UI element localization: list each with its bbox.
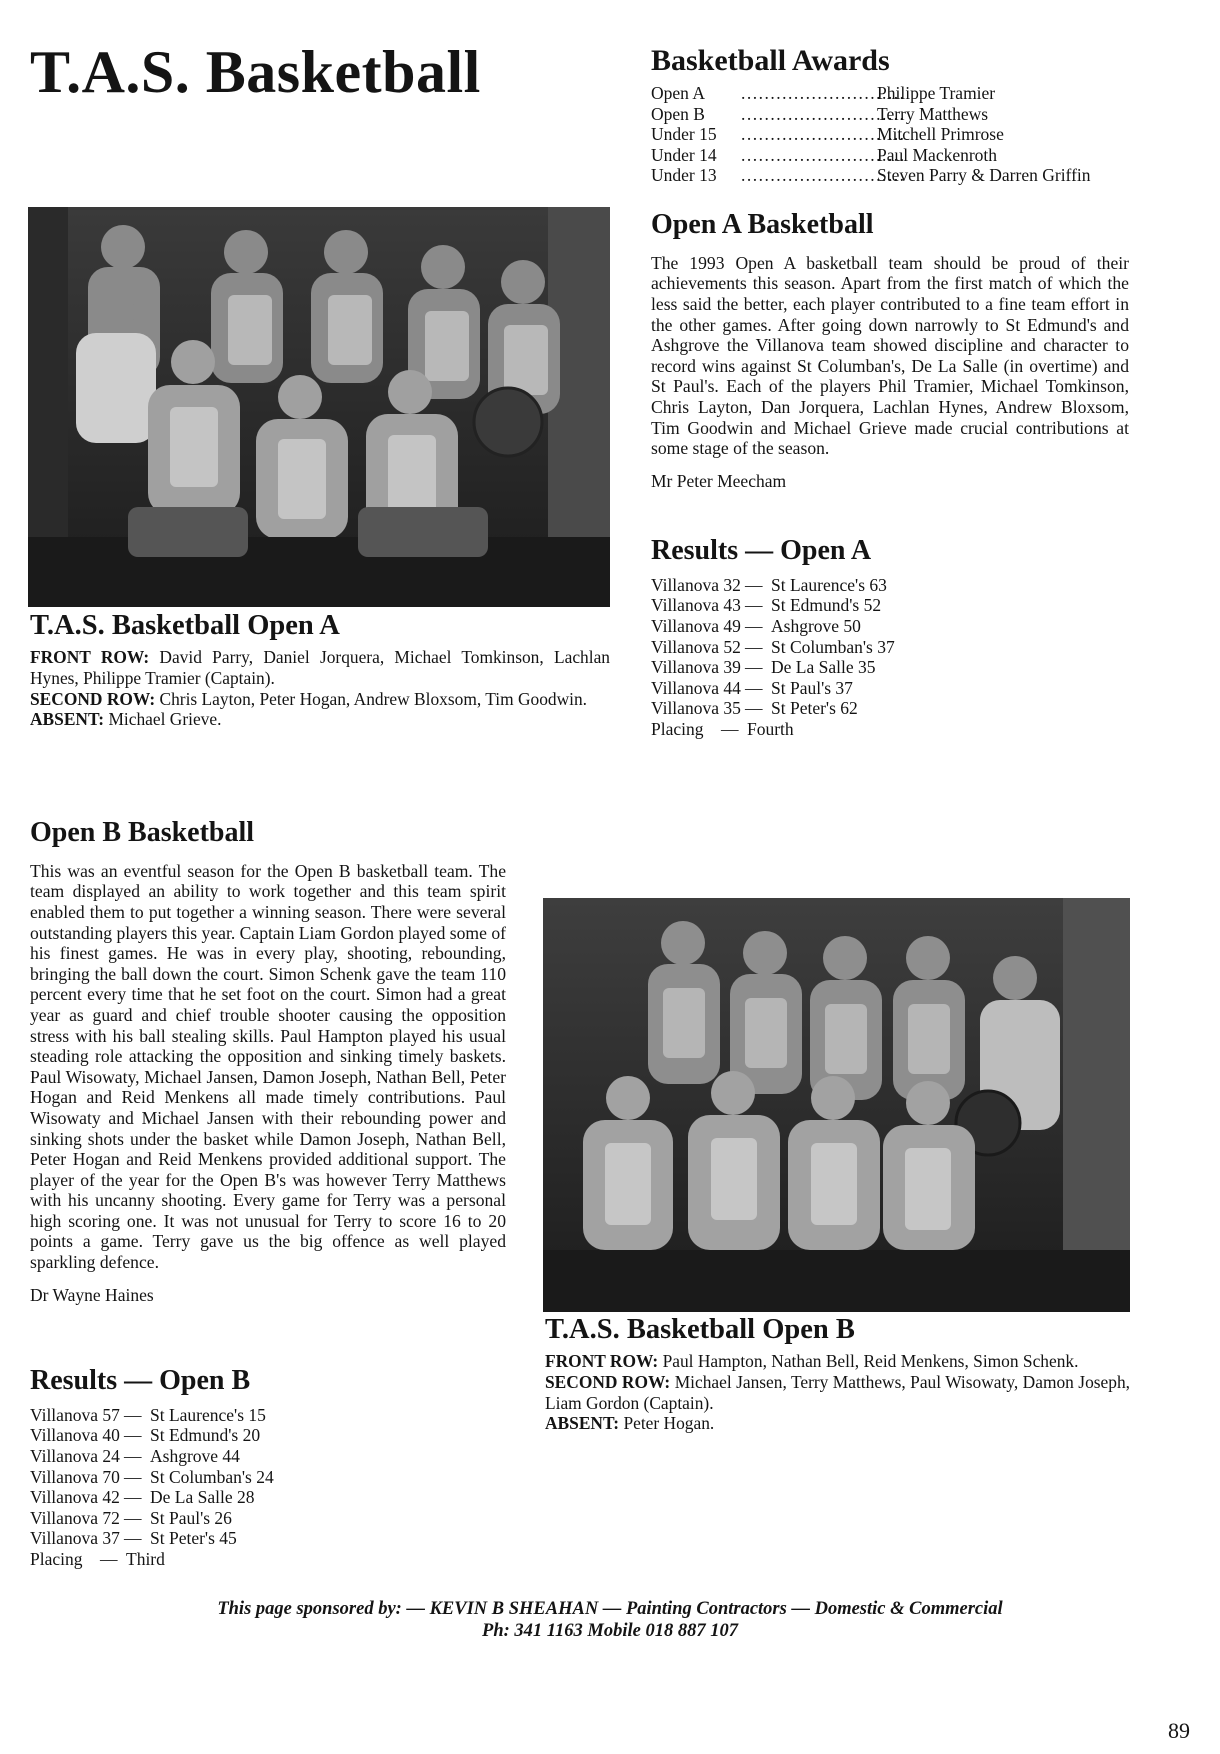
- result-away: De La Salle 28: [150, 1487, 255, 1508]
- award-winner: Paul Mackenroth: [877, 144, 998, 165]
- open-b-results-heading: Results — Open B: [30, 1365, 251, 1396]
- absent-label: ABSENT:: [545, 1413, 620, 1434]
- result-away: St Columban's 37: [771, 636, 895, 657]
- page-number: 89: [1168, 1718, 1190, 1743]
- front-row-names: David Parry, Daniel Jorquera, Michael Tomkinson, Lachlan Hynes, Philippe Tramier (Captain).: [30, 647, 610, 688]
- open-b-caption: [545, 1314, 1130, 1434]
- result-away: St Paul's 26: [150, 1507, 232, 1528]
- open-a-author: Mr Peter Meecham: [651, 470, 787, 491]
- result-home: Villanova 40: [30, 1425, 120, 1446]
- sponsor-block: [60, 1598, 1160, 1642]
- front-row-label: FRONT ROW:: [30, 647, 150, 668]
- award-category: Under 15: [651, 124, 717, 145]
- result-row: [30, 1425, 506, 1446]
- open-a-caption-body: [30, 647, 610, 729]
- open-b-author: Dr Wayne Haines: [30, 1284, 154, 1305]
- absent-names: Peter Hogan.: [623, 1413, 715, 1434]
- award-winner: Steven Parry & Darren Griffin: [877, 165, 1091, 186]
- result-away: St Laurence's 15: [150, 1404, 266, 1425]
- result-away: St Peter's 45: [150, 1528, 237, 1549]
- result-sep: —: [745, 595, 763, 616]
- open-a-team-photo: [28, 207, 610, 607]
- result-sep: —: [745, 636, 763, 657]
- result-home: Villanova 57: [30, 1404, 120, 1425]
- open-b-results: [30, 1366, 506, 1570]
- result-home: Villanova 70: [30, 1466, 120, 1487]
- result-away: Fourth: [747, 718, 794, 739]
- result-sep: —: [124, 1466, 142, 1487]
- open-b-caption-body: [545, 1351, 1130, 1433]
- result-away: St Laurence's 63: [771, 574, 887, 595]
- result-home: Villanova 49: [651, 615, 741, 636]
- result-row: [651, 575, 1129, 596]
- result-sep: —: [124, 1487, 142, 1508]
- result-away: Ashgrove 50: [771, 615, 861, 636]
- result-sep: —: [124, 1507, 142, 1528]
- result-home: Villanova 42: [30, 1487, 120, 1508]
- result-home: Villanova 52: [651, 636, 741, 657]
- result-row: [651, 637, 1129, 658]
- result-sep: —: [124, 1404, 142, 1425]
- awards-list: [651, 83, 1121, 186]
- award-category: Open A: [651, 83, 705, 103]
- award-category: Open B: [651, 103, 705, 124]
- open-b-heading: Open B Basketball: [30, 817, 255, 848]
- open-a-results-list: [651, 575, 1129, 740]
- result-away: Ashgrove 44: [150, 1445, 240, 1466]
- result-away: De La Salle 35: [771, 657, 876, 678]
- page-title: T.A.S. Basketball: [30, 39, 481, 105]
- award-row: [651, 165, 1121, 186]
- result-row: [30, 1487, 506, 1508]
- result-row-placing: [651, 719, 1129, 740]
- award-row: [651, 124, 1121, 145]
- result-home: Placing: [651, 718, 704, 739]
- open-a-heading: Open A Basketball: [651, 209, 874, 240]
- team-photo-image: [543, 898, 1130, 1312]
- result-home: Villanova 24: [30, 1445, 120, 1466]
- result-away: St Edmund's 20: [150, 1425, 261, 1446]
- award-category: Under 13: [651, 165, 717, 186]
- result-row: [30, 1528, 506, 1549]
- result-sep: —: [745, 677, 763, 698]
- result-row: [651, 698, 1129, 719]
- second-row-names: Michael Jansen, Terry Matthews, Paul Wisowaty, Damon Joseph, Liam Gordon (Captain).: [545, 1371, 1130, 1413]
- sponsor-line-1: This page sponsored by: — KEVIN B SHEAHAN — Painting Contractors — Domestic & Commercial: [217, 1599, 1003, 1619]
- result-row: [30, 1446, 506, 1467]
- award-row: [651, 83, 1121, 104]
- award-winner: Terry Matthews: [877, 103, 989, 124]
- result-away: St Columban's 24: [150, 1466, 274, 1487]
- second-row-label: SECOND ROW:: [545, 1371, 671, 1392]
- result-row: [30, 1467, 506, 1488]
- result-home: Villanova 35: [651, 698, 741, 719]
- award-row: [651, 104, 1121, 125]
- result-home: Placing: [30, 1548, 83, 1569]
- open-a-results: [651, 536, 1129, 740]
- leader-dots: ............................: [741, 124, 906, 145]
- second-row-names: Chris Layton, Peter Hogan, Andrew Bloxsom, Tim Goodwin.: [159, 688, 588, 709]
- result-home: Villanova 32: [651, 574, 741, 595]
- result-sep: —: [124, 1445, 142, 1466]
- team-photo-image: [28, 207, 610, 607]
- result-row-placing: [30, 1549, 506, 1570]
- award-category: Under 14: [651, 144, 717, 165]
- result-sep: —: [745, 574, 763, 595]
- award-row: [651, 145, 1121, 166]
- result-sep: —: [100, 1548, 118, 1569]
- open-a-results-heading: Results — Open A: [651, 535, 872, 566]
- award-winner: Mitchell Primrose: [877, 124, 1004, 145]
- result-row: [30, 1508, 506, 1529]
- leader-dots: ............................: [741, 165, 906, 186]
- open-b-results-list: [30, 1405, 506, 1570]
- leader-dots: ............................: [741, 83, 906, 103]
- open-a-section: [651, 210, 1129, 491]
- result-row: [651, 678, 1129, 699]
- result-row: [30, 1405, 506, 1426]
- result-row: [651, 595, 1129, 616]
- open-b-caption-title: T.A.S. Basketball Open B: [545, 1314, 855, 1345]
- result-home: Villanova 43: [651, 595, 741, 616]
- open-b-section: [30, 818, 506, 1305]
- result-away: Third: [126, 1548, 165, 1569]
- result-home: Villanova 72: [30, 1507, 120, 1528]
- open-b-team-photo: [543, 898, 1130, 1312]
- open-a-caption-title: T.A.S. Basketball Open A: [30, 610, 340, 641]
- result-sep: —: [745, 615, 763, 636]
- result-sep: —: [745, 698, 763, 719]
- result-sep: —: [745, 657, 763, 678]
- leader-dots: ............................: [741, 103, 906, 124]
- result-home: Villanova 39: [651, 657, 741, 678]
- front-row-names: Paul Hampton, Nathan Bell, Reid Menkens, Simon Schenk.: [662, 1351, 1079, 1372]
- result-home: Villanova 37: [30, 1528, 120, 1549]
- result-sep: —: [124, 1528, 142, 1549]
- result-sep: —: [721, 718, 739, 739]
- sponsor-line-2: Ph: 341 1163 Mobile 018 887 107: [482, 1621, 738, 1641]
- awards-heading: Basketball Awards: [651, 44, 890, 77]
- result-row: [651, 616, 1129, 637]
- open-a-caption: [30, 610, 610, 730]
- result-away: St Paul's 37: [771, 677, 853, 698]
- result-away: St Peter's 62: [771, 698, 858, 719]
- leader-dots: ............................: [741, 144, 906, 165]
- result-home: Villanova 44: [651, 677, 741, 698]
- award-winner: Philippe Tramier: [877, 83, 996, 103]
- open-b-report: This was an eventful season for the Open B basketball team. The team displayed an ability to work together and this team spirit enabled them to put together a winning season. There were several outstanding players this year. Captain Liam Gordon played some of his finest games. He was in every play, shooting, rebounding, bringing the ball down the court. Simon Schenk gave the team 110 percent every time that he set foot on the court. Simon had a great year as guard and chief trouble shooter causing the opposition stress with his ball stealing skills. Paul Hampton played his usual steading role attacking the opposition and sinking timely baskets. Paul Wisowaty, Michael Jansen, Damon Joseph, Nathan Bell, Peter Hogan and Reid Menkens all made timely contributions. Paul Wisowaty and Michael Jansen with their rebounding power and sinking shots under the basket while Damon Joseph, Nathan Bell, Peter Hogan and Reid Menkens provided additional support. The player of the year for the Open B's was however Terry Matthews with his uncanny shooting. Every game for Terry was a personal high scoring one. It was not unusual for Terry to score 16 to 20 points a game. Terry gave us the big offence as well played sparkling defence.: [30, 860, 506, 1273]
- awards-section: [651, 44, 1121, 186]
- absent-label: ABSENT:: [30, 709, 105, 730]
- second-row-label: SECOND ROW:: [30, 688, 156, 709]
- absent-names: Michael Grieve.: [108, 709, 222, 730]
- front-row-label: FRONT ROW:: [545, 1351, 659, 1372]
- open-a-report: The 1993 Open A basketball team should be proud of their achievements this season. Apart from the first match of which the less said the better, each player contributed to a fine team effort in the other games. After going down narrowly to St Edmund's and Ashgrove the Villanova team showed discipline and character to record wins against St Columban's, De La Salle (in overtime) and St Paul's. Each of the players Phil Tramier, Michael Tomkinson, Chris Layton, Dan Jorquera, Lachlan Hynes, Andrew Bloxsom, Tim Goodwin and Michael Grieve made crucial contributions at some stage of the season.: [651, 252, 1129, 459]
- result-away: St Edmund's 52: [771, 595, 882, 616]
- result-row: [651, 657, 1129, 678]
- result-sep: —: [124, 1425, 142, 1446]
